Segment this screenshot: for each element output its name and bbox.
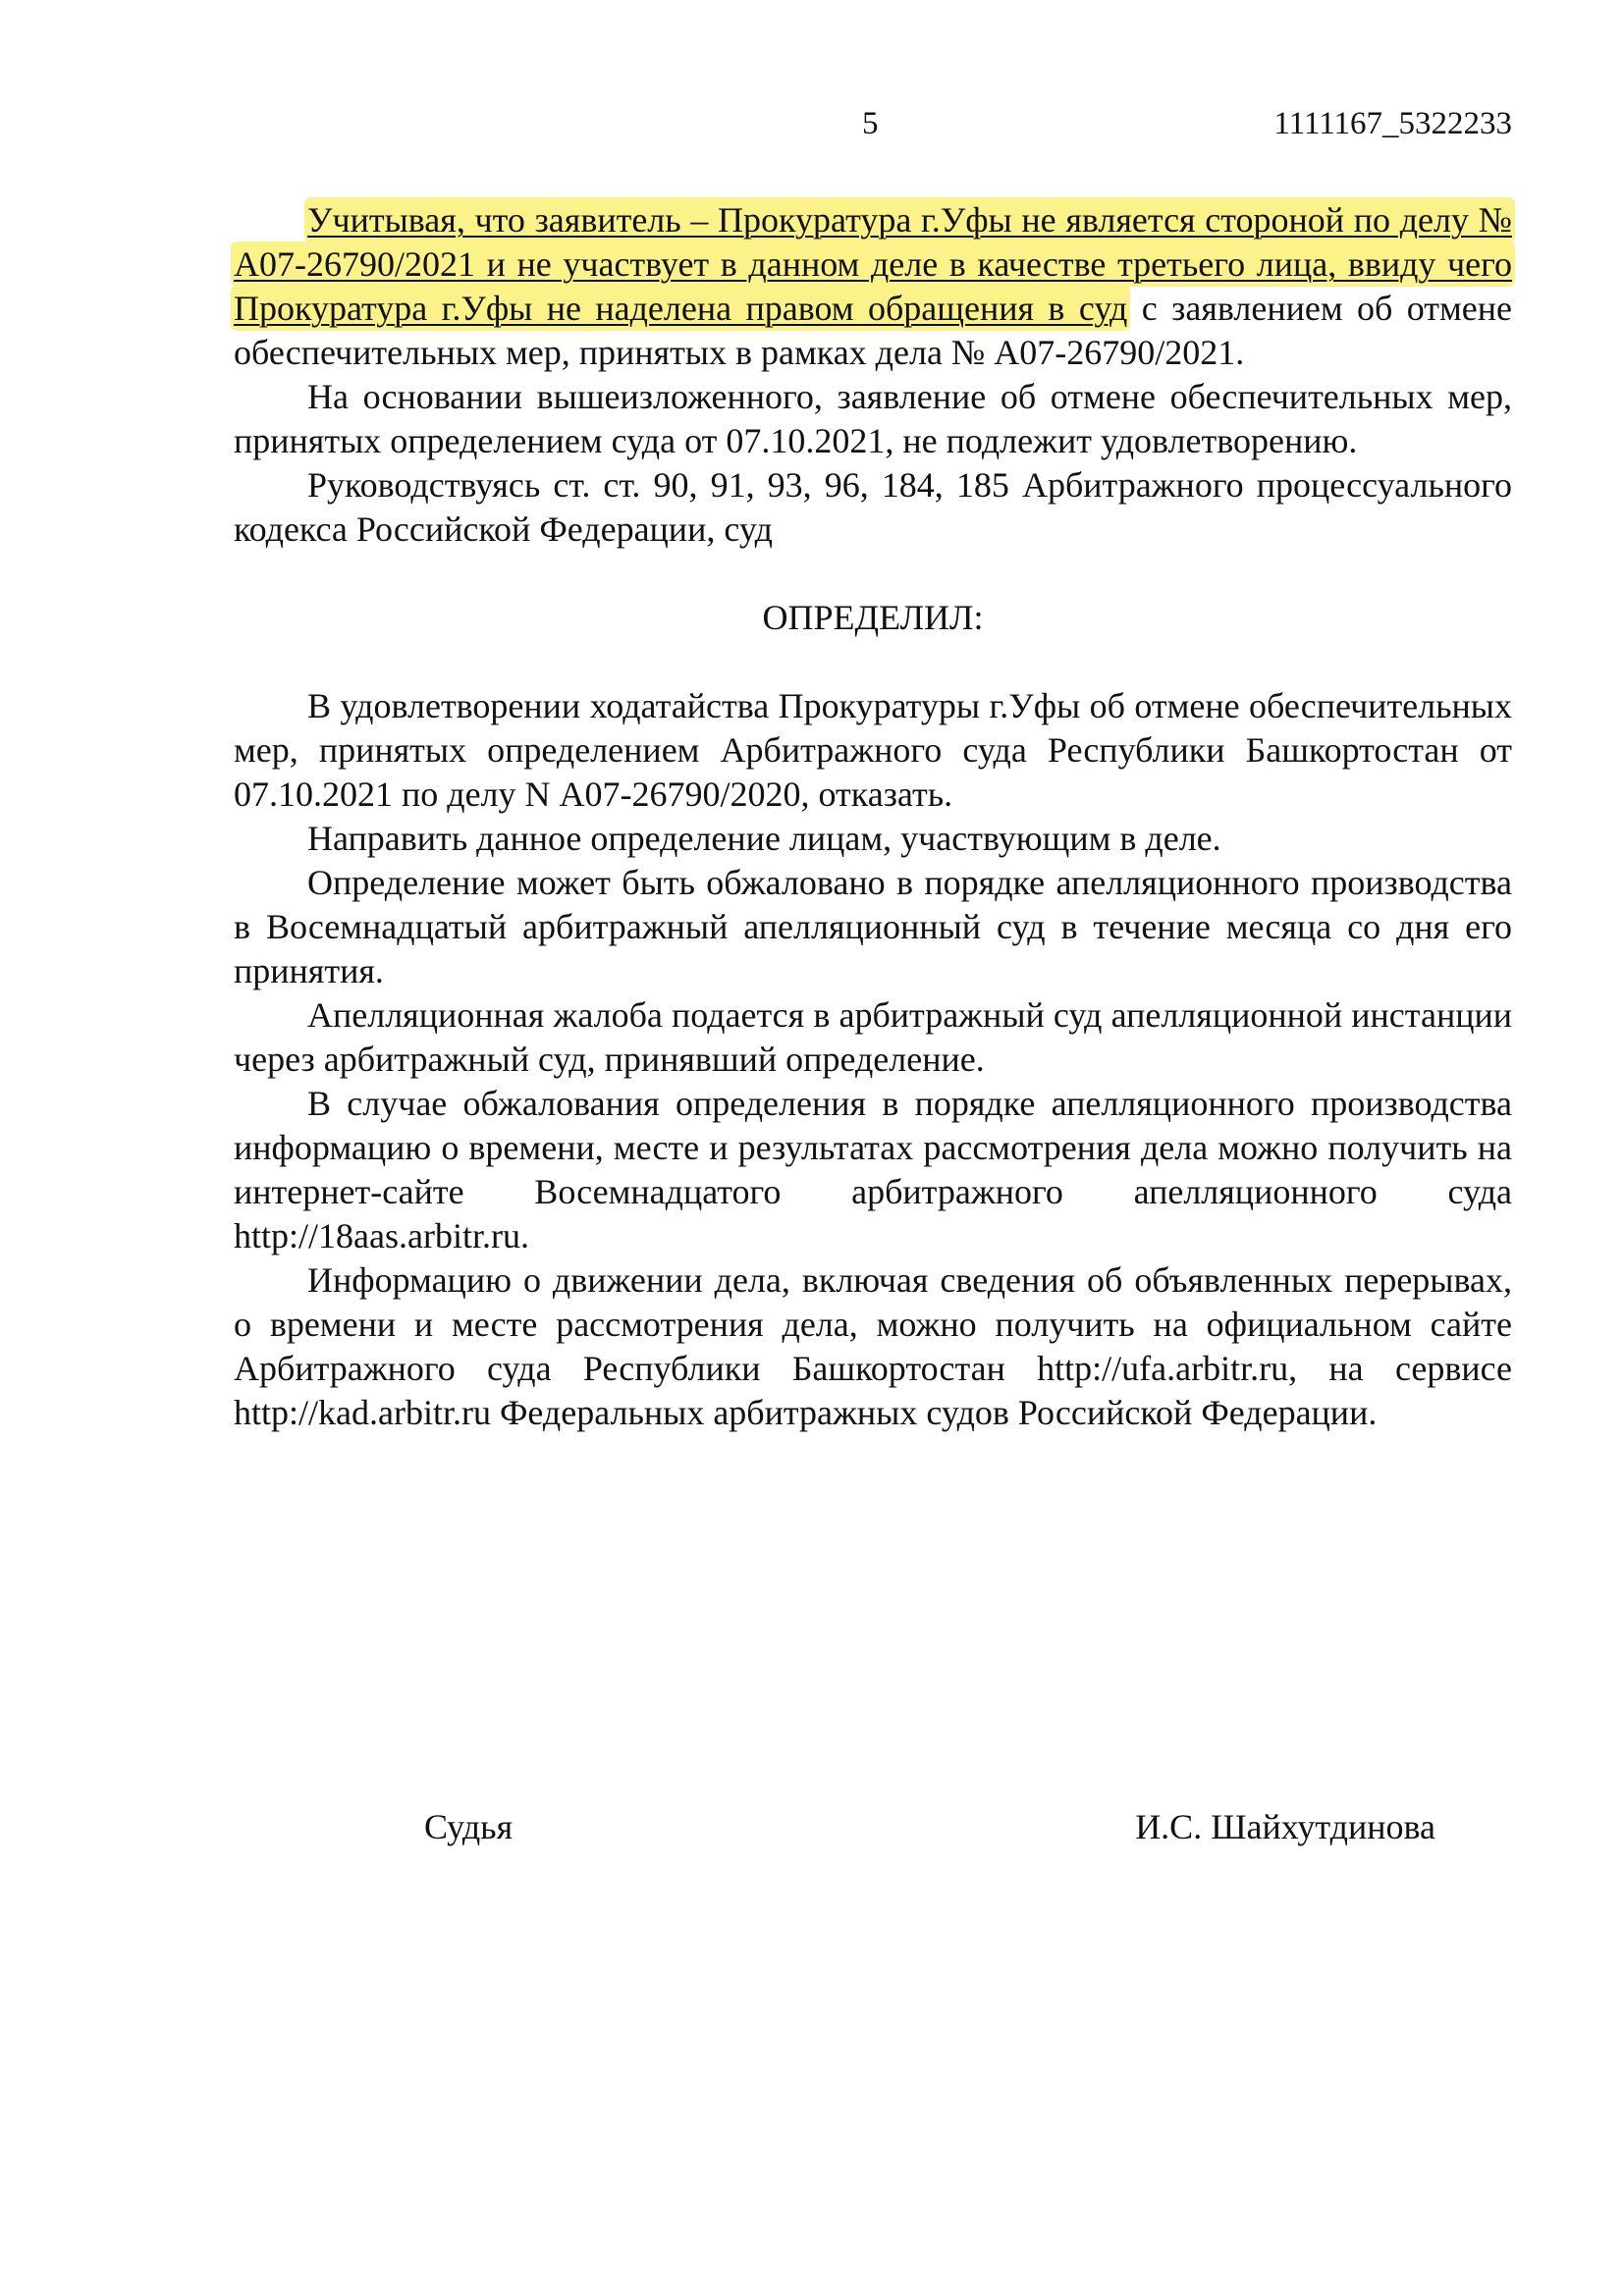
document-body [234,198,1512,1435]
paragraph-8: В случае обжалования определения в порядке апелляционного производства информацию о времени, месте и результатах рассмотрения дела можно получить на интернет-сайте Восемнадцатого арбитражного апелляционного суда http://18aas.arbitr.ru. [234,1084,1512,1255]
paragraph-1-rest: с заявлением об отмене обеспечительных мер, принятых в рамках дела № А07-26790/2021. [234,289,1512,372]
ruling-heading: ОПРЕДЕЛИЛ: [762,598,984,637]
paragraph-9: Информацию о движении дела, включая сведения об объявленных перерывах, о времени и месте рассмотрения дела, можно получить на официальном сайте Арбитражного суда Республики Башкортостан http://ufa.arbitr.ru, на сервисе http://kad.arbitr.ru Федеральных арбитражных судов Российской Федерации. [234,1260,1512,1432]
signature-name: И.С. Шайхутдинова [1135,1807,1435,1846]
paragraph-1 [234,198,1512,375]
paragraph-3: Руководствуясь ст. ст. 90, 91, 93, 96, 184, 185 Арбитражного процессуального кодекса Российской Федерации, суд [234,465,1512,549]
signature-role: Судья [424,1807,514,1846]
page-number: 5 [862,106,879,141]
paragraph-2: На основании вышеизложенного, заявление об отмене обеспечительных мер, принятых определением суда от 07.10.2021, не подлежит удовлетворению. [234,377,1512,460]
paragraph-5: Направить данное определение лицам, участвующим в деле. [307,819,1221,858]
highlighted-text: Учитывая, что заявитель – Прокуратура г.Уфы не является стороной по делу № А07-26790/2021 и не участвует в данном деле в качестве третьего лица, ввиду чего Прокуратура г.Уфы не наделена правом обращения в суд [234,200,1512,328]
paragraph-7: Апелляционная жалоба подается в арбитражный суд апелляционной инстанции через арбитражный суд, принявший определение. [234,995,1512,1079]
paragraph-4: В удовлетворении ходатайства Прокуратуры г.Уфы об отмене обеспечительных мер, принятых определением Арбитражного суда Республики Башкортостан от 07.10.2021 по делу N А07-26790/2020, отказать. [234,686,1512,814]
paragraph-6: Определение может быть обжаловано в порядке апелляционного производства в Восемнадцатый арбитражный апелляционный суд в течение месяца со дня его принятия. [234,863,1512,990]
document-code: 1111167_5322233 [1273,106,1512,141]
page-header [234,106,1512,149]
